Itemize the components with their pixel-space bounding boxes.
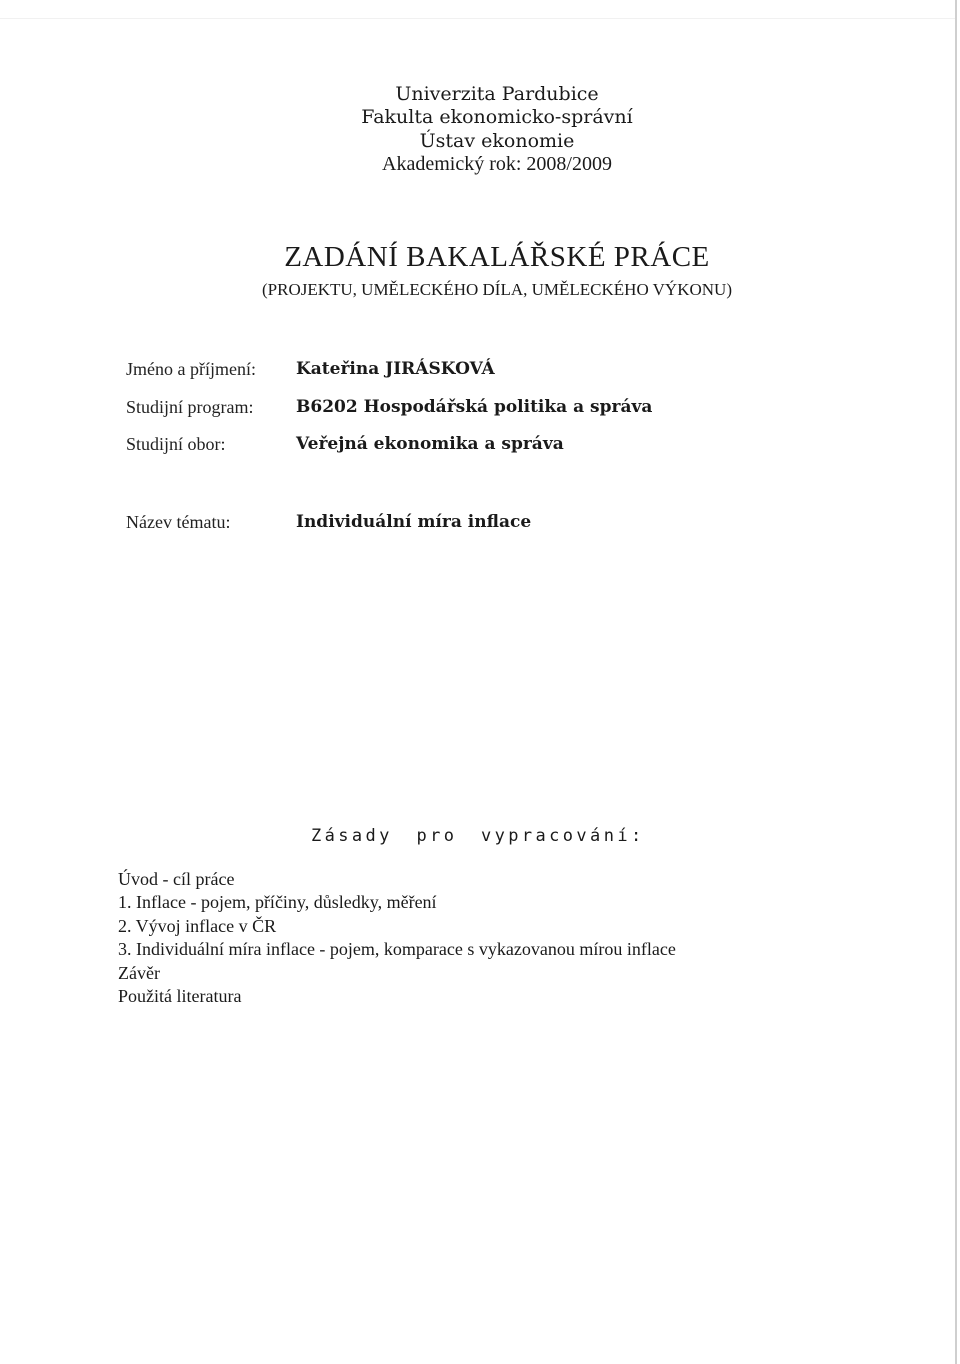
outline-item: Úvod - cíl práce — [118, 869, 235, 889]
name-value: Kateřina JIRÁSKOVÁ — [296, 359, 495, 379]
topic-label: Název tématu: — [126, 512, 231, 532]
outline-item: 1. Inflace - pojem, příčiny, důsledky, měření — [118, 892, 437, 913]
document-subtitle: (PROJEKTU, UMĚLECKÉHO DÍLA, UMĚLECKÉHO VÝKONU) — [262, 280, 732, 299]
scan-edge-top — [0, 18, 955, 19]
outline-item: 2. Vývoj inflace v ČR — [118, 915, 277, 936]
document-title: ZADÁNÍ BAKALÁŘSKÉ PRÁCE — [284, 241, 710, 273]
academic-year: Akademický rok: 2008/2009 — [382, 153, 612, 175]
program-value: B6202 Hospodářská politika a správa — [296, 397, 653, 417]
study-field-value: Veřejná ekonomika a správa — [296, 434, 564, 454]
outline-item: Závěr — [118, 962, 160, 983]
principles-heading: Zásady pro vypracování: — [311, 826, 645, 846]
outline-item: 3. Individuální míra inflace - pojem, komparace s vykazovanou mírou inflace — [118, 939, 676, 960]
study-field-label: Studijní obor: — [126, 434, 226, 454]
program-label: Studijní program: — [126, 397, 254, 417]
name-label: Jméno a příjmení: — [126, 359, 256, 379]
scan-edge-right — [955, 0, 957, 1364]
principles-outline — [118, 868, 676, 1008]
institute-name: Ústav ekonomie — [419, 130, 575, 152]
topic-value: Individuální míra inflace — [296, 512, 532, 532]
outline-item: Použitá literatura — [118, 985, 242, 1006]
faculty-name: Fakulta ekonomicko-správní — [361, 106, 633, 128]
university-name: Univerzita Pardubice — [395, 83, 599, 105]
